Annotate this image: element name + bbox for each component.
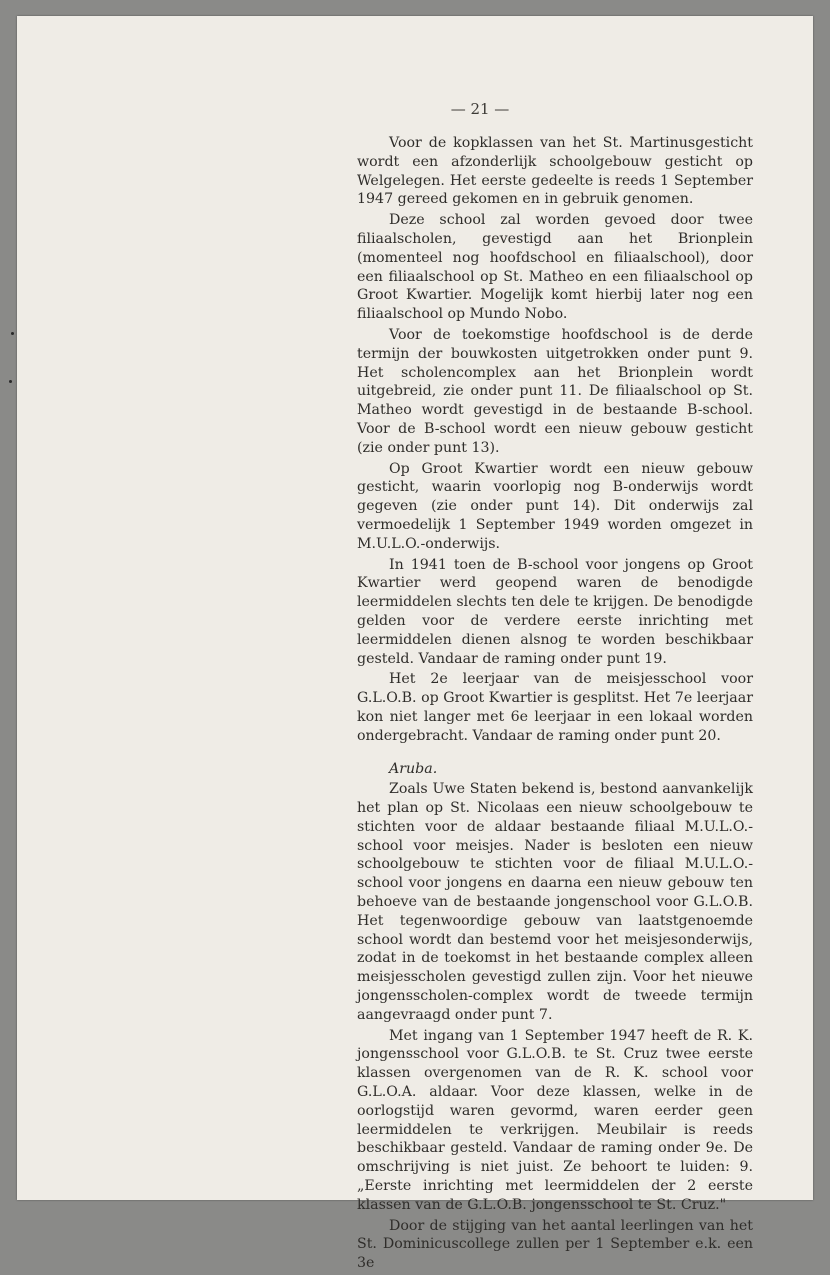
margin-mark <box>11 332 14 335</box>
paragraph: Voor de toekomstige hoofdschool is de derde termijn der bouwkosten uitgetrokken onder punt 9. Het scholencomplex aan het Brionplein wordt uitgebreid, zie onder punt 11. De filiaalschool op St. Matheo wordt gevestigd in de bestaande B-school. Voor de B-school wordt een nieuw gebouw gesticht (zie onder punt 13). <box>357 326 753 456</box>
section-heading: Aruba. <box>389 760 438 777</box>
paragraph: Voor de kopklassen van het St. Martinusgesticht wordt een afzonderlijk schoolgebouw gesticht op Welgelegen. Het eerste gedeelte is reeds 1 September 1947 gereed gekomen en in gebruik genomen. <box>357 135 753 208</box>
paragraph: In 1941 toen de B-school voor jongens op Groot Kwartier werd geopend waren de benodigde leermiddelen slechts ten dele te krijgen. De benodigde gelden voor de verdere eerste inrichting met leermiddelen dienen alsnog te worden beschikbaar gesteld. Vandaar de raming onder punt 19. <box>357 556 753 667</box>
document-page <box>17 16 813 1272</box>
paragraph: Met ingang van 1 September 1947 heeft de R. K. jongensschool voor G.L.O.B. te St. Cruz twee eerste klassen overgenomen van de R. K. school voor G.L.O.A. aldaar. Voor deze klassen, welke in de oorlogstijd waren gevormd, waren eerder geen leermiddelen te verkrijgen. Meubilair is reeds beschikbaar gesteld. Vandaar de raming onder 9e. De omschrijving is niet juist. Ze behoort te luiden: 9. „Eerste inrichting met leermiddelen der 2 eerste klassen van de G.L.O.B. jongensschool te St. Cruz." <box>357 1027 753 1213</box>
paragraph: Door de stijging van het aantal leerlingen van het St. Dominicuscollege zullen per 1 September e.k. een 3e <box>357 1217 753 1272</box>
page-number: — 21 — <box>450 100 510 118</box>
paragraph: Zoals Uwe Staten bekend is, bestond aanvankelijk het plan op St. Nicolaas een nieuw schoolgebouw te stichten voor de aldaar bestaande filiaal M.U.L.O.-school voor meisjes. Nader is besloten een nieuw schoolgebouw te stichten voor de filiaal M.U.L.O.-school voor jongens en daarna een nieuw gebouw ten behoeve van de bestaande jongenschool voor G.L.O.B. Het tegenwoordige gebouw van laatstgenoemde school wordt dan bestemd voor het meisjesonderwijs, zodat in de toekomst in het bestaande complex alleen meisjesscholen gevestigd zullen zijn. Voor het nieuwe jongensscholen-complex wordt de tweede termijn aangevraagd onder punt 7. <box>357 781 753 1023</box>
paragraph: Op Groot Kwartier wordt een nieuw gebouw gesticht, waarin voorlopig nog B-onderwijs wordt gegeven (zie onder punt 14). Dit onderwijs zal vermoedelijk 1 September 1949 worden omgezet in M.U.L.O.-onderwijs. <box>357 460 753 552</box>
margin-mark <box>9 380 12 383</box>
paragraph: Deze school zal worden gevoed door twee filiaalscholen, gevestigd aan het Brionplein (momenteel nog hoofdschool en filiaalschool), door een filiaalschool op St. Matheo en een filiaalschool op Groot Kwartier. Mogelijk komt hierbij later nog een filiaalschool op Mundo Nobo. <box>357 212 753 323</box>
paragraph: Het 2e leerjaar van de meisjesschool voor G.L.O.B. op Groot Kwartier is gesplitst. Het 7e leerjaar kon niet langer met 6e leerjaar in een lokaal worden ondergebracht. Vandaar de raming onder punt 20. <box>357 671 753 744</box>
body-text <box>357 134 753 1275</box>
